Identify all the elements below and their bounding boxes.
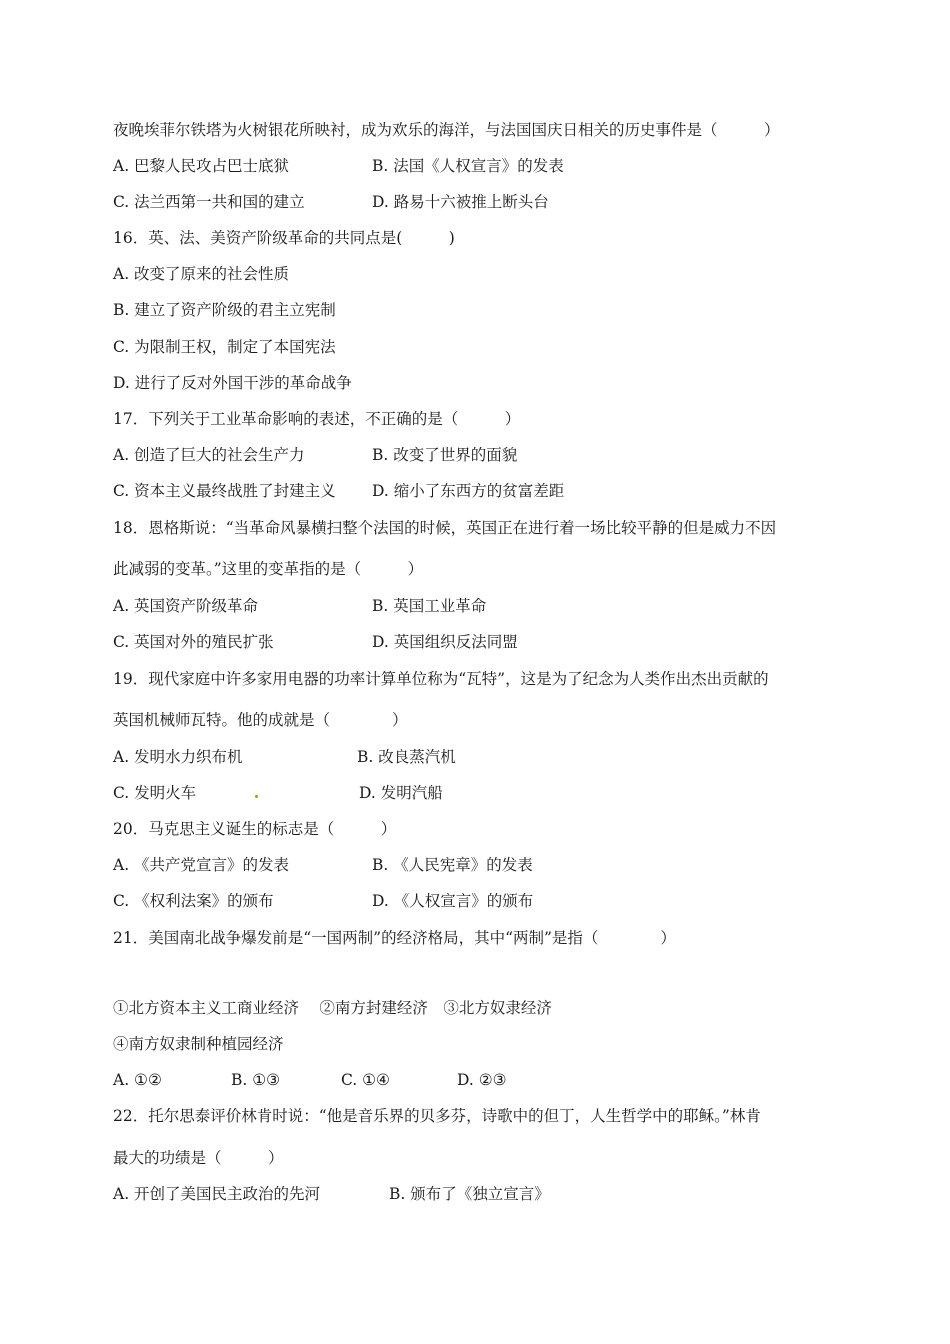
q22-stem-line2: 最大的功绩是（ ） (113, 1149, 284, 1167)
q21-option-d: D. ②③ (457, 1071, 507, 1089)
q18-option-d: D. 英国组织反法同盟 (372, 633, 518, 651)
q19-option-b: B. 改良蒸汽机 (357, 748, 456, 766)
q15-option-b: B. 法国《人权宣言》的发表 (372, 157, 564, 175)
q19-option-c: C. 发明火车 (113, 784, 197, 802)
q22-option-b: B. 颁布了《独立宣言》 (389, 1185, 550, 1203)
q17-option-d: D. 缩小了东西方的贫富差距 (372, 482, 565, 500)
q22-option-a: A. 开创了美国民主政治的先河 (113, 1185, 321, 1203)
q17-option-a: A. 创造了巨大的社会生产力 (113, 446, 305, 464)
q21-option-c: C. ①④ (341, 1071, 390, 1089)
q21-option-a: A. ①② (113, 1071, 162, 1089)
q20-stem: 20．马克思主义诞生的标志是（ ） (113, 820, 397, 838)
q18-stem-line1: 18．恩格斯说：“当革命风暴横扫整个法国的时候，英国正在进行着一场比较平静的但是威力不因 (113, 519, 777, 537)
q21-items-line2: ④南方奴隶制种植园经济 (113, 1035, 284, 1053)
q17-option-b: B. 改变了世界的面貌 (372, 446, 518, 464)
q18-option-c: C. 英国对外的殖民扩张 (113, 633, 274, 651)
q19-stem-line2: 英国机械师瓦特。他的成就是（ ） (113, 711, 408, 729)
q15-option-a: A. 巴黎人民攻占巴士底狱 (113, 157, 290, 175)
q15-option-c: C. 法兰西第一共和国的建立 (113, 193, 305, 211)
q19-stem-line1: 19．现代家庭中许多家用电器的功率计算单位称为“瓦特”，这是为了纪念为人类作出杰出贡献的 (113, 670, 769, 688)
q21-items-line1: ①北方资本主义工商业经济 ②南方封建经济 ③北方奴隶经济 (113, 999, 552, 1017)
q21-stem: 21．美国南北战争爆发前是“一国两制”的经济格局，其中“两制”是指（ ） (113, 929, 676, 947)
q16-option-c: C. 为限制王权，制定了本国宪法 (113, 338, 336, 356)
q18-option-a: A. 英国资产阶级革命 (113, 597, 259, 615)
q16-option-b: B. 建立了资产阶级的君主立宪制 (113, 301, 336, 319)
q18-stem-line2: 此减弱的变革。”这里的变革指的是（ ） (113, 560, 424, 578)
q18-option-b: B. 英国工业革命 (372, 597, 487, 615)
q20-option-d: D. 《人权宣言》的颁布 (372, 892, 534, 910)
q20-option-c: C. 《权利法案》的颁布 (113, 892, 274, 910)
q22-stem-line1: 22．托尔思泰评价林肯时说：“他是音乐界的贝多芬，诗歌中的但丁，人生哲学中的耶稣。”林肯 (113, 1107, 761, 1125)
q21-option-b: B. ①③ (231, 1071, 281, 1089)
q16-option-d: D. 进行了反对外国干涉的革命战争 (113, 374, 352, 392)
stray-dot-mark (255, 795, 258, 798)
q16-stem: 16．英、法、美资产阶级革命的共同点是( ) (113, 229, 455, 247)
q19-option-a: A. 发明水力织布机 (113, 748, 243, 766)
q16-option-a: A. 改变了原来的社会性质 (113, 265, 290, 283)
q15-stem: 夜晚埃菲尔铁塔为火树银花所映衬，成为欢乐的海洋，与法国国庆日相关的历史事件是（ ） (113, 121, 780, 139)
q20-option-b: B. 《人民宪章》的发表 (372, 856, 533, 874)
q20-option-a: A. 《共产党宣言》的发表 (113, 856, 290, 874)
q15-option-d: D. 路易十六被推上断头台 (372, 193, 549, 211)
q19-option-d: D. 发明汽船 (359, 784, 443, 802)
q17-option-c: C. 资本主义最终战胜了封建主义 (113, 482, 336, 500)
q17-stem: 17．下列关于工业革命影响的表述，不正确的是（ ） (113, 410, 521, 428)
